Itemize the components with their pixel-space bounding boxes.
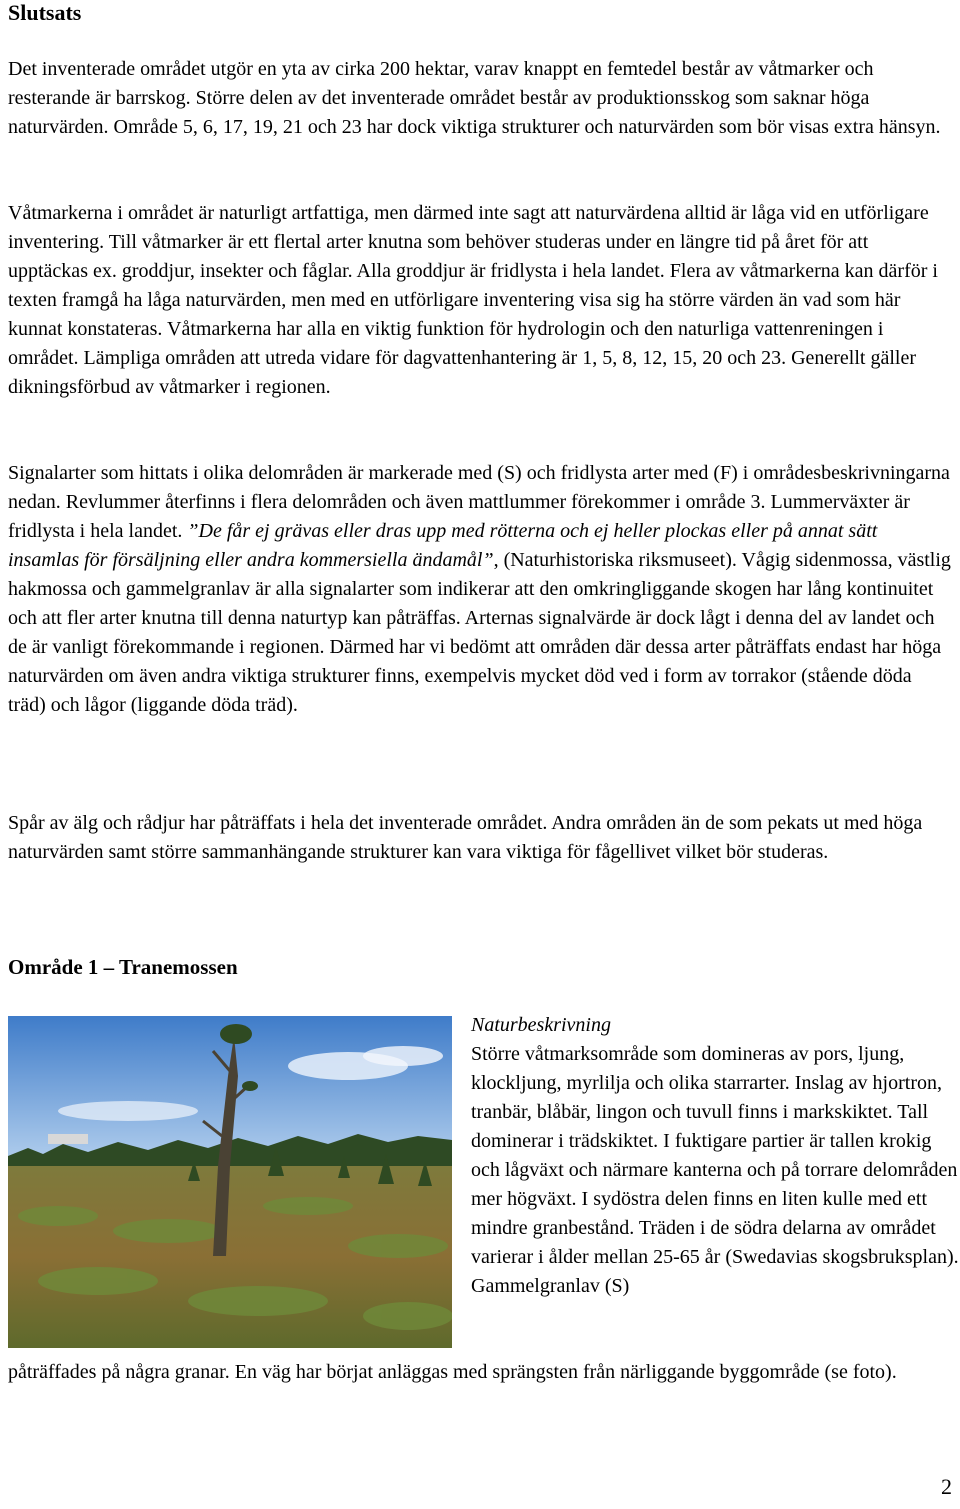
description-subheading: Naturbeskrivning: [471, 1014, 611, 1036]
quote-text: ”De får ej grävas eller dras upp med rötterna och ej heller plockas eller på annat sätt insamlas för försäljning eller andra kommersiella ändamål”: [8, 520, 878, 571]
area-title: Område 1 – Tranemossen: [8, 955, 238, 979]
paragraph-wetlands: Våtmarkerna i området är naturligt artfattiga, men därmed inte sagt att naturvärdena alltid är låga vid en utförligare inventering. Till våtmarker är ett flertal arter knutna som behöver studeras under en längre tid på året för att upptäckas ex. groddjur, insekter och fåglar. Alla groddjur är fridlysta i hela landet. Flera av våtmarkerna kan därför i texten framgå ha låga naturvärden, men med en utförligare inventering visa sig ha större värden än vad som här kunnat konstateras. Våtmarkerna har alla en viktig funktion för hydrologin och den naturliga vattenreningen i området. Lämpliga områden att utreda vidare för dagvattenhantering är 1, 5, 8, 12, 15, 20 och 23. Generellt gäller dikningsförbud av våtmarker i regionen.: [8, 202, 938, 398]
signal-species-text-a: Signalarter som hittats i olika delområden är markerade med (S) och fridlysta arter med (F) i områdesbeskrivningarna nedan. Revlummer återfinns i flera delområden och även mattlummer förekommer i område 3. Lummerväxter är fridlysta i hela landet.: [8, 462, 950, 542]
cloud: [58, 1101, 198, 1121]
paragraph-signal-species: [8, 459, 953, 720]
signal-species-text-b: , (Naturhistoriska riksmuseet). Vågig sidenmossa, västlig hakmossa och gammelgranlav är alla signalarter som indikerar att den omkringliggande skogen har lång kontinuitet och att fler arter knutna till denna naturtyp kan påträffas. Arternas signalvärde är dock lågt i denna del av landet och de är vanligt förekommande i regionen. Därmed har vi bedömt att områden där dessa arter påträffats endast har höga naturvärden om även andra viktiga strukturer finns, exempelvis mycket död ved i form av torrakor (stående döda träd) och lågor (liggande döda träd).: [8, 549, 951, 716]
cloud: [363, 1046, 443, 1066]
bog-photo: [8, 1016, 452, 1348]
description-text: Större våtmarksområde som domineras av pors, ljung, klockljung, myrlilja och olika starrarter. Inslag av hjortron, tranbär, blåbär, lingon och tuvull finns i markskiktet. Tall dominerar i trädskiktet. I fuktigare partier är tallen krokig och lågväxt och närmare kanterna och på torrare delområden mer högväxt. I sydöstra delen finns en liten kulle med ett mindre granbestånd. Träden i de södra delarna av området varierar i ålder mellan 25-65 år (Swedavias skogsbruksplan). Gammelgranlav (S): [471, 1043, 959, 1297]
paragraph-wildlife: Spår av älg och rådjur har påträffats i hela det inventerade området. Andra områden än de som pekats ut med höga naturvärden samt större sammanhängande strukturer kan vara viktiga för fågellivet vilket bör studeras.: [8, 812, 923, 863]
building: [48, 1134, 88, 1144]
section-title: Slutsats: [8, 0, 82, 25]
paragraph-intro: Det inventerade området utgör en yta av cirka 200 hektar, varav knappt en femtedel består av våtmarker och resterande är barrskog. Större delen av det inventerade området består av produktionsskog som saknar höga naturvärden. Område 5, 6, 17, 19, 21 och 23 har dock viktiga strukturer och naturvärden som bör visas extra hänsyn.: [8, 58, 941, 138]
description-continuation: påträffades på några granar. En väg har börjat anläggas med sprängsten från närliggande byggområde (se foto).: [8, 1361, 897, 1383]
page-number: 2: [941, 1474, 952, 1499]
area-description: [471, 1011, 960, 1301]
